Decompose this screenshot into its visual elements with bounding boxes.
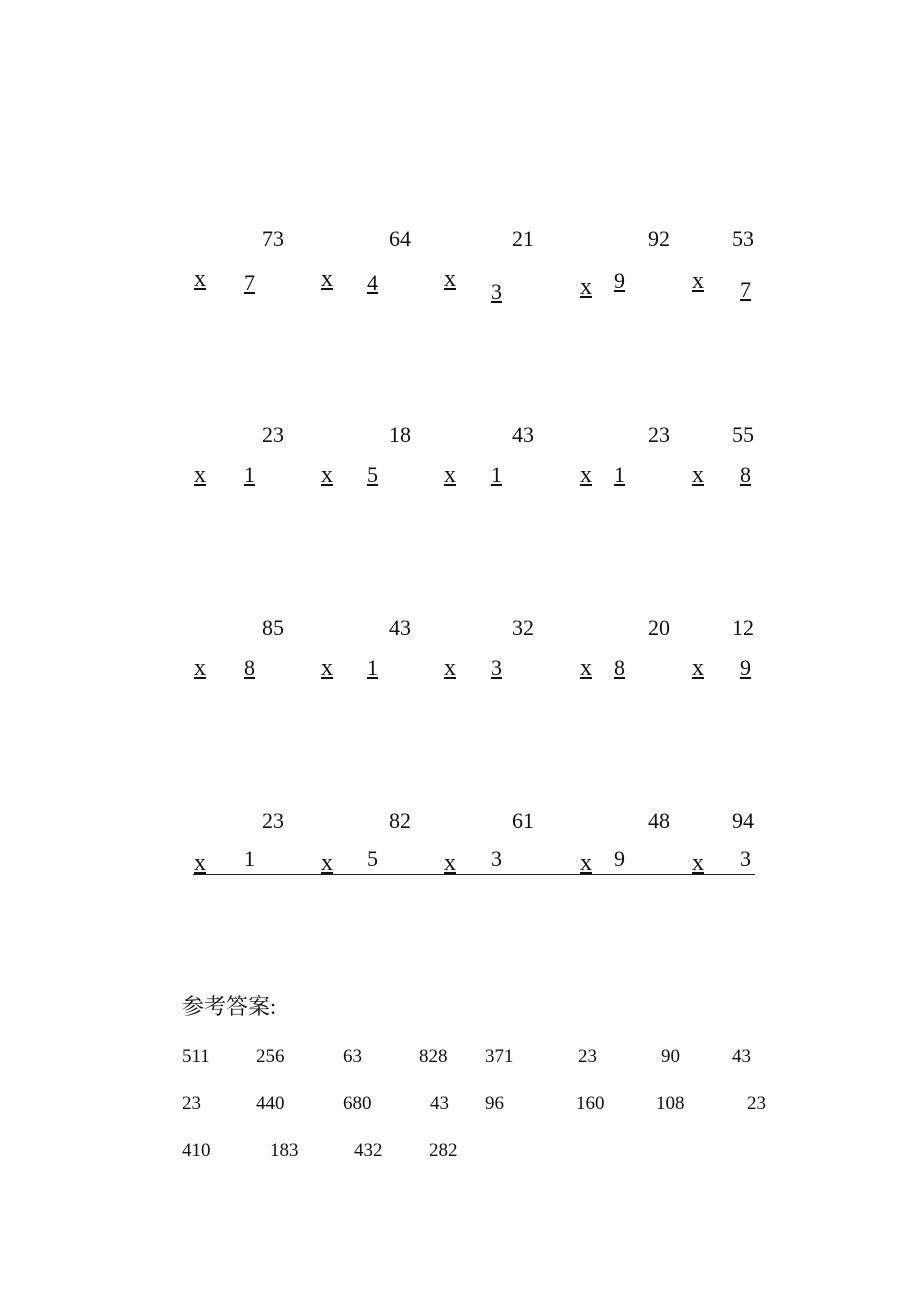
problem-7 bbox=[321, 422, 441, 512]
multiply-sign: x bbox=[444, 850, 456, 876]
multiply-sign: x bbox=[194, 850, 206, 876]
multiply-sign: x bbox=[321, 462, 333, 488]
bottom-rule-line bbox=[193, 874, 755, 875]
multiplicand: 23 bbox=[262, 422, 284, 447]
multiplier: 3 bbox=[491, 846, 502, 871]
multiply-sign: x bbox=[194, 655, 206, 681]
answer-4: 828 bbox=[419, 1046, 448, 1067]
problem-16 bbox=[194, 808, 314, 898]
answer-15: 108 bbox=[656, 1093, 685, 1114]
answer-14: 160 bbox=[576, 1093, 605, 1114]
answer-17: 410 bbox=[182, 1140, 211, 1161]
multiply-sign: x bbox=[692, 655, 704, 681]
multiply-sign: x bbox=[194, 462, 206, 488]
multiplier: 9 bbox=[614, 846, 625, 871]
multiplier: 1 bbox=[491, 462, 502, 487]
multiplier: 3 bbox=[740, 846, 751, 871]
multiplicand: 73 bbox=[262, 226, 284, 251]
answer-12: 43 bbox=[430, 1093, 449, 1114]
answer-10: 440 bbox=[256, 1093, 285, 1114]
multiply-sign: x bbox=[580, 655, 592, 681]
answer-19: 432 bbox=[354, 1140, 383, 1161]
multiplicand: 82 bbox=[389, 808, 411, 833]
problem-20 bbox=[692, 808, 812, 898]
multiplier: 7 bbox=[740, 277, 751, 302]
problem-17 bbox=[321, 808, 441, 898]
answer-1: 511 bbox=[182, 1046, 210, 1067]
multiplier: 5 bbox=[367, 462, 378, 487]
multiplier: 8 bbox=[614, 655, 625, 680]
multiplier: 1 bbox=[244, 846, 255, 871]
multiply-sign: x bbox=[580, 462, 592, 488]
problem-6 bbox=[194, 422, 314, 512]
multiplier: 3 bbox=[491, 655, 502, 680]
problem-10 bbox=[692, 422, 812, 512]
problem-8 bbox=[444, 422, 564, 512]
multiply-sign: x bbox=[580, 850, 592, 876]
answer-20: 282 bbox=[429, 1140, 458, 1161]
multiply-sign: x bbox=[692, 268, 704, 294]
multiplier: 1 bbox=[614, 462, 625, 487]
multiplier: 9 bbox=[740, 655, 751, 680]
multiplicand: 43 bbox=[512, 422, 534, 447]
answer-2: 256 bbox=[256, 1046, 285, 1067]
multiply-sign: x bbox=[444, 266, 456, 292]
answer-9: 23 bbox=[182, 1093, 201, 1114]
answer-7: 90 bbox=[661, 1046, 680, 1067]
multiply-sign: x bbox=[692, 462, 704, 488]
multiplicand: 21 bbox=[512, 226, 534, 251]
multiply-sign: x bbox=[321, 655, 333, 681]
multiply-sign: x bbox=[444, 462, 456, 488]
problem-12 bbox=[321, 615, 441, 705]
multiply-sign: x bbox=[444, 655, 456, 681]
multiplier: 5 bbox=[367, 846, 378, 871]
answer-18: 183 bbox=[270, 1140, 299, 1161]
problem-2 bbox=[321, 226, 441, 316]
multiply-sign: x bbox=[692, 850, 704, 876]
problem-13 bbox=[444, 615, 564, 705]
multiplicand: 61 bbox=[512, 808, 534, 833]
problem-11 bbox=[194, 615, 314, 705]
multiplicand: 23 bbox=[648, 422, 670, 447]
multiplicand: 94 bbox=[732, 808, 754, 833]
answer-6: 23 bbox=[578, 1046, 597, 1067]
multiplicand: 23 bbox=[262, 808, 284, 833]
multiply-sign: x bbox=[321, 266, 333, 292]
multiplicand: 20 bbox=[648, 615, 670, 640]
answer-5: 371 bbox=[485, 1046, 514, 1067]
multiplicand: 43 bbox=[389, 615, 411, 640]
multiplicand: 32 bbox=[512, 615, 534, 640]
problem-18 bbox=[444, 808, 564, 898]
answer-16: 23 bbox=[747, 1093, 766, 1114]
multiplicand: 55 bbox=[732, 422, 754, 447]
answer-13: 96 bbox=[485, 1093, 504, 1114]
multiplicand: 85 bbox=[262, 615, 284, 640]
problem-15 bbox=[692, 615, 812, 705]
multiplier: 1 bbox=[244, 462, 255, 487]
answer-3: 63 bbox=[343, 1046, 362, 1067]
problem-3 bbox=[444, 226, 564, 316]
answer-11: 680 bbox=[343, 1093, 372, 1114]
multiplicand: 64 bbox=[389, 226, 411, 251]
multiplier: 9 bbox=[614, 268, 625, 293]
multiplier: 8 bbox=[244, 655, 255, 680]
multiply-sign: x bbox=[580, 274, 592, 300]
problem-1 bbox=[194, 226, 314, 316]
multiplier: 7 bbox=[244, 270, 255, 295]
multiplier: 1 bbox=[367, 655, 378, 680]
multiply-sign: x bbox=[194, 266, 206, 292]
multiplicand: 12 bbox=[732, 615, 754, 640]
multiplicand: 18 bbox=[389, 422, 411, 447]
problem-5 bbox=[692, 226, 812, 316]
answer-8: 43 bbox=[732, 1046, 751, 1067]
multiplier: 8 bbox=[740, 462, 751, 487]
multiplier: 4 bbox=[367, 270, 378, 295]
multiplicand: 92 bbox=[648, 226, 670, 251]
multiplier: 3 bbox=[491, 279, 502, 304]
multiply-sign: x bbox=[321, 850, 333, 876]
multiplicand: 48 bbox=[648, 808, 670, 833]
answers-title: 参考答案: bbox=[182, 994, 277, 1019]
multiplicand: 53 bbox=[732, 226, 754, 251]
